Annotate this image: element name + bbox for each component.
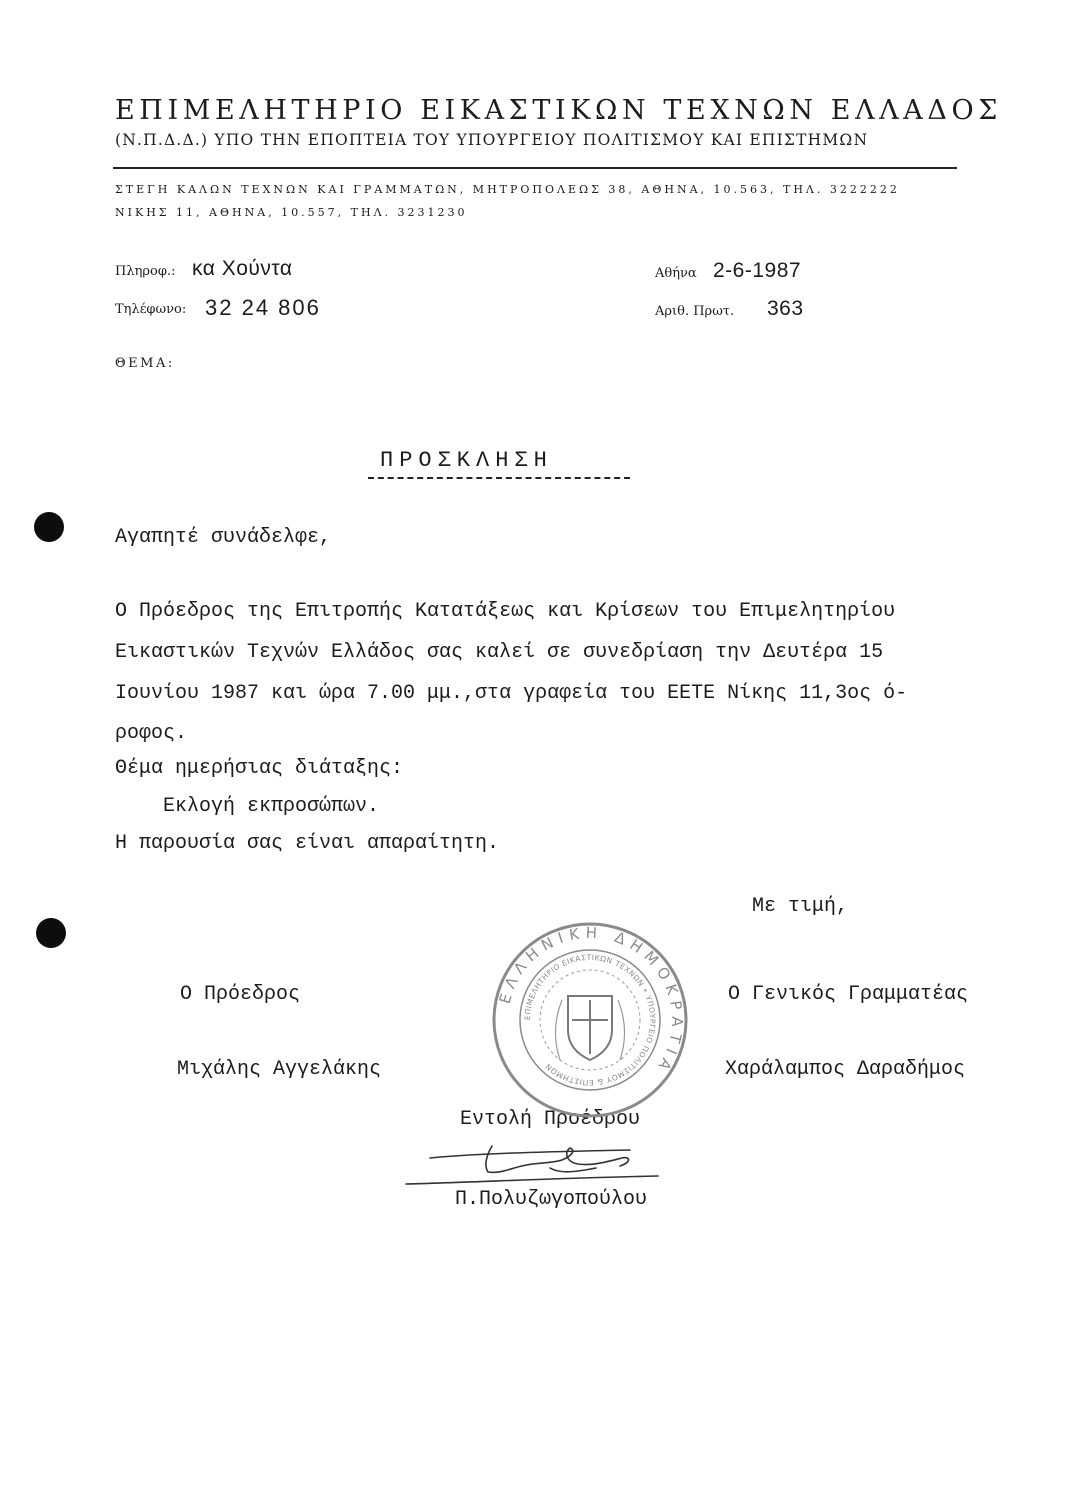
- address-line-2: ΝΙΚΗΣ 11, ΑΘΗΝΑ, 10.557, ΤΗΛ. 3231230: [115, 206, 468, 219]
- heading-underline: [368, 477, 630, 479]
- body-line-1: Ο Πρόεδρος της Επιτροπής Κατατάξεως και Κρίσεων του Επιμελητηρίου: [115, 600, 896, 623]
- phone-label: Τηλέφωνο:: [115, 302, 187, 317]
- date-label: Αθήνα: [655, 266, 697, 281]
- official-seal-icon: [490, 920, 690, 1120]
- president-role: Ο Πρόεδρος: [180, 983, 301, 1006]
- subject-label: ΘΕΜΑ:: [115, 356, 175, 371]
- secretary-name: Χαράλαμπος Δαραδήμος: [725, 1058, 966, 1081]
- organization-title: ΕΠΙΜΕΛΗΤΗΡΙΟ ΕΙΚΑΣΤΙΚΩΝ ΤΕΧΝΩΝ ΕΛΛΑΔΟΣ: [115, 95, 1002, 126]
- info-label: Πληροφ.:: [115, 264, 176, 279]
- agenda-label: Θέμα ημερήσιας διάταξης:: [115, 757, 404, 780]
- punch-hole-icon: [36, 918, 66, 948]
- attendance-note: Η παρουσία σας είναι απαραίτητη.: [115, 832, 500, 855]
- organization-subtitle: (Ν.Π.Δ.Δ.) ΥΠΟ ΤΗΝ ΕΠΟΠΤΕΙΑ ΤΟΥ ΥΠΟΥΡΓΕΙΟΥ ΠΟΛΙΤΙΣΜΟΥ ΚΑΙ ΕΠΙΣΤΗΜΩΝ: [115, 131, 869, 149]
- protocol-label: Αριθ. Πρωτ.: [655, 304, 735, 319]
- info-value: κα Χούντα: [192, 257, 293, 280]
- body-line-3: Ιουνίου 1987 και ώρα 7.00 μμ.,στα γραφεία του ΕΕΤΕ Νίκης 11,3ος ό-: [115, 682, 908, 705]
- greeting: Αγαπητέ συνάδελφε,: [115, 526, 332, 549]
- closing: Με τιμή,: [752, 895, 849, 918]
- secretary-role: Ο Γενικός Γραμματέας: [728, 983, 969, 1006]
- date-value: 2-6-1987: [713, 259, 802, 282]
- letterhead-divider: [113, 167, 957, 169]
- body-line-4: ροφος.: [115, 722, 188, 745]
- signer-name: Π.Πολυζωγοπούλου: [455, 1188, 648, 1211]
- protocol-value: 363: [767, 297, 804, 320]
- svg-text:ΕΛΛΗΝΙΚΗ ΔΗΜΟΚΡΑΤΙΑ: ΕΛΛΗΝΙΚΗ ΔΗΜΟΚΡΑΤΙΑ: [495, 923, 687, 1079]
- president-name: Μιχάλης Αγγελάκης: [177, 1058, 382, 1081]
- letter-heading: ΠΡΟΣΚΛΗΣΗ: [380, 448, 553, 473]
- agenda-item: Εκλογή εκπροσώπων.: [163, 795, 380, 818]
- handwritten-signature-icon: [400, 1138, 660, 1200]
- address-line-1: ΣΤΕΓΗ ΚΑΛΩΝ ΤΕΧΝΩΝ ΚΑΙ ΓΡΑΜΜΑΤΩΝ, ΜΗΤΡΟΠΟΛΕΩΣ 38, ΑΘΗΝΑ, 10.563, ΤΗΛ. 3222222: [115, 183, 900, 196]
- punch-hole-icon: [34, 512, 64, 542]
- order-label: Εντολή Προέδρου: [460, 1108, 641, 1131]
- svg-text:ΕΠΙΜΕΛΗΤΗΡΙΟ ΕΙΚΑΣΤΙΚΩΝ ΤΕΧΝΩΝ: ΕΠΙΜΕΛΗΤΗΡΙΟ ΕΙΚΑΣΤΙΚΩΝ ΤΕΧΝΩΝ • ΥΠΟΥΡΓΕΙΟ ΠΟΛΙΤΙΣΜΟΥ & ΕΠΙΣΤΗΜΩΝ: [522, 952, 658, 1088]
- phone-value: 32 24 806: [205, 295, 321, 320]
- body-line-2: Εικαστικών Τεχνών Ελλάδος σας καλεί σε συνεδρίαση την Δευτέρα 15: [115, 641, 884, 664]
